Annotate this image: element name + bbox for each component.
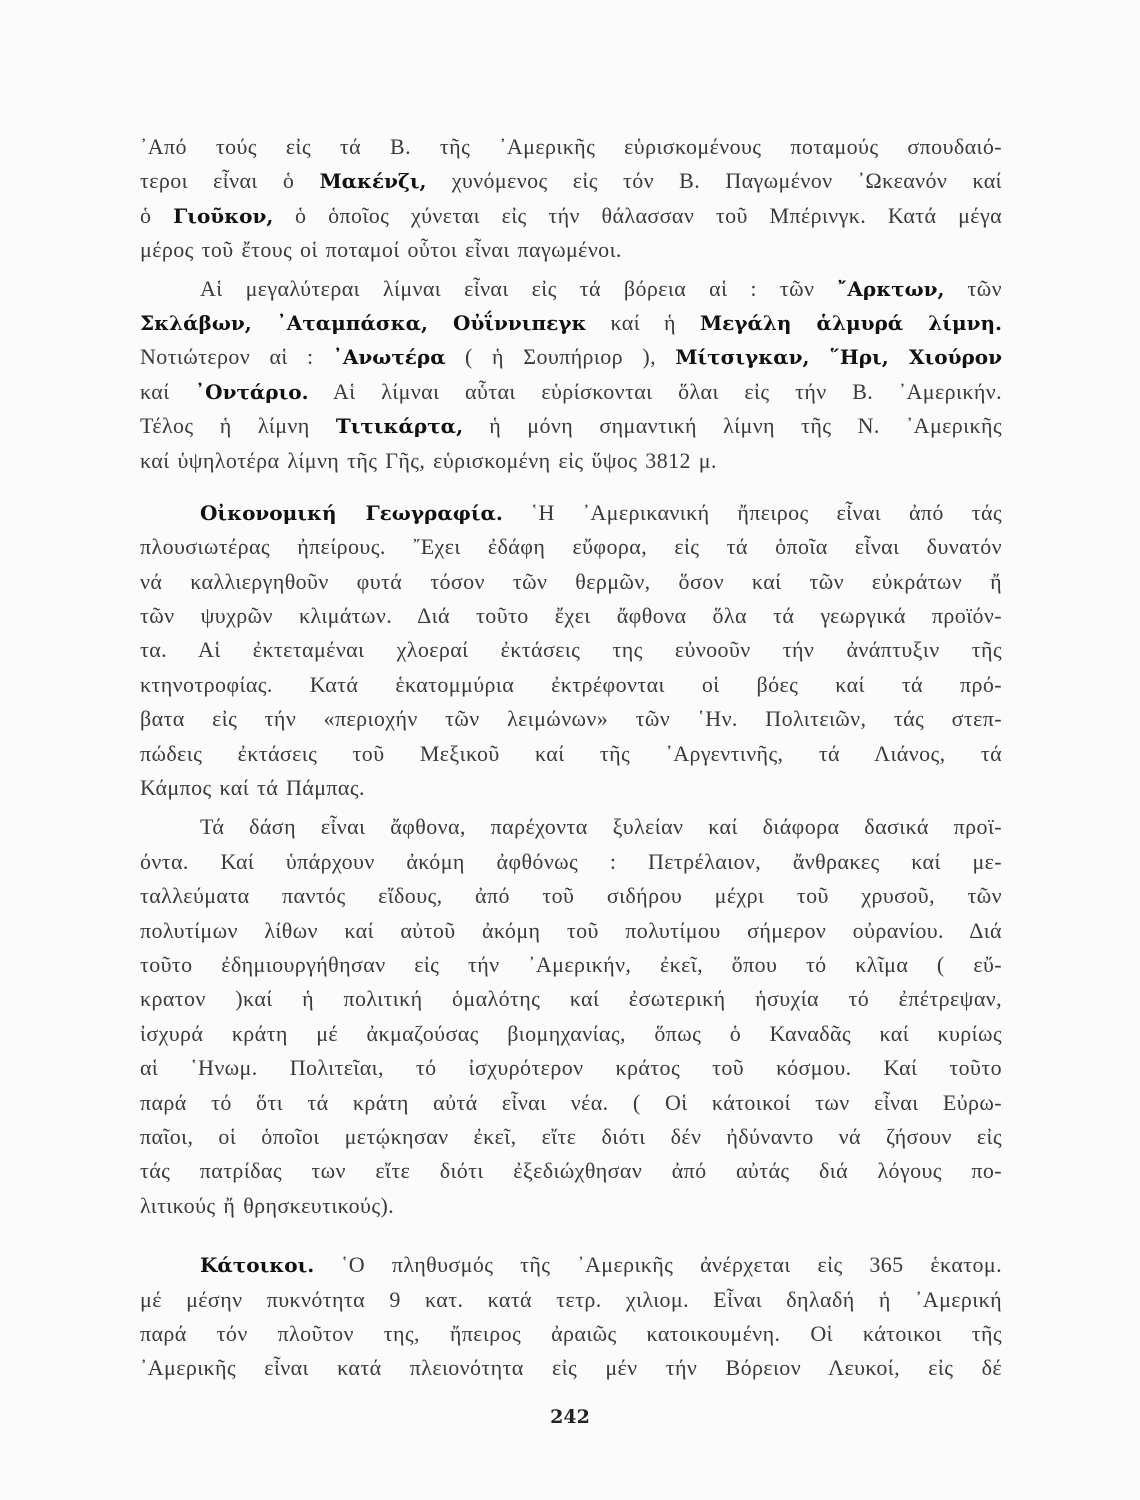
text-line [140,771,1002,805]
bold-term: Μακένζι, [319,169,427,194]
text-line [140,530,1002,564]
bold-term: Οἰκονομική Γεωγραφία. [200,500,503,525]
bold-term: ῎Αρκτων, [837,276,945,301]
text-line [140,409,1002,443]
paragraph [140,130,1002,268]
text-line [140,306,1002,340]
text-segment: τεροι εἶναι ὁ [140,168,320,194]
text-segment: ῾Η ᾿Αμερικανική ἤπειρος εἶναι ἀπό τάς [502,499,1002,525]
text-segment: Αἱ λίμναι αὗται εὑρίσκονται ὅλαι εἰς τήν Β. ᾿Αμερικήν. [308,378,1002,404]
text-line [140,1086,1002,1120]
text-segment: βατα εἰς τήν «περιοχήν τῶν λειμώνων» τῶν ῾Ην. Πολιτειῶν, τάς στεπ- [140,706,1002,732]
text-segment: τα. Αἱ ἐκτεταμέναι χλοεραί ἐκτάσεις της εὐνοοῦν τήν ἀνάπτυξιν τῆς [140,637,1002,663]
text-line [140,1017,1002,1051]
page-body [140,130,1002,1386]
text-segment: όντα. Καί ὑπάρχουν ἀκόμη ἀφθόνως : Πετρέλαιον, ἄνθρακες καί με- [140,848,1002,874]
text-line [140,845,1002,879]
bold-term: Μεγάλη ἁλμυρά λίμνη. [700,310,1002,335]
bold-term: ᾿Οντάριο. [195,379,309,404]
text-line [140,1351,1002,1385]
text-line [140,340,1002,374]
text-segment: Νοτιώτερον αἱ : [140,344,333,370]
paragraph [140,496,1002,806]
bold-term: Μίτσιγκαν, ῞Ηρι, Χιούρον [675,345,1002,370]
paragraph [140,1248,1002,1386]
text-segment: ταλλεύματα παντός εἴδους, ἀπό τοῦ σιδήρου μέχρι τοῦ χρυσοῦ, τῶν [140,883,1002,909]
paragraph [140,272,1002,478]
text-segment: νά καλλιεργηθοῦν φυτά τόσον τῶν θερμῶν, ὅσον καί τῶν εὐκράτων ἤ [140,568,1002,594]
text-segment: τοῦτο ἐδημιουργήθησαν εἰς τήν ᾿Αμερικήν, ἐκεῖ, ὅπου τό κλῖμα ( εὔ- [140,951,1002,977]
text-segment: μέρος τοῦ ἔτους οἱ ποταμοί οὗτοι εἶναι παγωμένοι. [140,237,622,263]
text-line [140,879,1002,913]
text-line [140,1189,1002,1223]
text-segment: τῶν ψυχρῶν κλιμάτων. Διά τοῦτο ἔχει ἄφθονα ὅλα τά γεωργικά προϊόν- [140,603,1002,629]
text-segment: Τά δάση εἶναι ἄφθονα, παρέχοντα ξυλείαν καί διάφορα δασικά προϊ- [200,814,1002,840]
text-segment: ῾Ο πληθυσμός τῆς ᾿Αμερικῆς ἀνέρχεται εἰς 365 ἑκατομ. [314,1252,1002,1278]
text-segment: αἱ ῾Ηνωμ. Πολιτεῖαι, τό ἰσχυρότερον κράτος τοῦ κόσμου. Καί τοῦτο [140,1055,1002,1081]
text-line [140,565,1002,599]
text-segment: κτηνοτροφίας. Κατά ἑκατομμύρια ἐκτρέφονται οἱ βόες καί τά πρό- [140,671,1002,697]
text-segment: παρά τόν πλοῦτον της, ἤπειρος ἀραιῶς κατοικουμένη. Οἱ κάτοικοι τῆς [140,1320,1002,1346]
text-segment: πλουσιωτέρας ἠπείρους. ῎Εχει ἐδάφη εὔφορα, εἰς τά ὁποῖα εἶναι δυνατόν [140,534,1002,560]
text-line [140,1051,1002,1085]
text-line [140,1317,1002,1351]
bold-term: ᾿Ανωτέρα [332,345,446,370]
text-line [140,199,1002,233]
text-line [140,1154,1002,1188]
text-segment: ὁ [140,202,174,228]
text-segment: πώδεις ἐκτάσεις τοῦ Μεξικοῦ καί τῆς ᾿Αργεντινῆς, τά Λιάνος, τά [140,740,1002,766]
text-segment: ὁ ὁποῖος χύνεται εἰς τήν θάλασσαν τοῦ Μπέρινγκ. Κατά μέγα [273,202,1002,228]
text-segment: πολυτίμων λίθων καί αὐτοῦ ἀκόμη τοῦ πολυτίμου σήμερον οὐρανίου. Διά [140,917,1002,943]
bold-term: Γιοῦκον, [173,203,274,228]
text-segment: κρατον )καί ἡ πολιτική ὁμαλότης καί ἐσωτερική ἡσυχία τό ἐπέτρεψαν, [140,986,1002,1012]
text-segment: ᾿Από τούς εἰς τά Β. τῆς ᾿Αμερικῆς εὑρισκομένους ποταμούς σπουδαιό- [140,134,1002,159]
text-segment: ἰσχυρά κράτη μέ ἀκμαζούσας βιομηχανίας, ὅπως ὁ Καναδᾶς καί κυρίως [140,1020,1002,1046]
text-line [140,633,1002,667]
text-line [140,982,1002,1016]
text-line [140,1248,1002,1282]
text-line [140,130,1002,164]
text-line [140,914,1002,948]
text-line [140,599,1002,633]
text-segment: ( ἡ Σουπήριορ ), [445,344,676,370]
text-line [140,1120,1002,1154]
paragraph [140,810,1002,1223]
text-line [140,444,1002,478]
text-segment: καί ὑψηλοτέρα λίμνη τῆς Γῆς, εὑρισκομένη εἰς ὕψος 3812 μ. [140,447,717,473]
text-segment: ἡ μόνη σημαντική λίμνη τῆς Ν. ᾿Αμερικῆς [463,413,1002,439]
text-segment: Κάμπος καί τά Πάμπας. [140,775,365,801]
text-line [140,233,1002,267]
text-segment: Αἱ μεγαλύτεραι λίμναι εἶναι εἰς τά βόρεια αἱ : τῶν [200,275,838,301]
text-segment: ᾿Αμερικῆς εἶναι κατά πλειονότητα εἰς μέν τήν Βόρειον Λευκοί, εἰς δέ [140,1355,1002,1381]
text-segment: λιτικούς ἤ θρησκευτικούς). [140,1192,395,1218]
page-number: 242 [550,1406,590,1428]
bold-term: Τιτικάρτα, [335,414,464,439]
text-line [140,810,1002,844]
text-segment: μέ μέσην πυκνότητα 9 κατ. κατά τετρ. χιλιομ. Εἶναι δηλαδή ἡ ᾿Αμερική [140,1286,1002,1312]
text-segment: τῶν [944,275,1002,301]
text-segment: παῖοι, οἱ ὁποῖοι μετῴκησαν ἐκεῖ, εἴτε διότι δέν ἠδύναντο νά ζήσουν εἰς [140,1123,1002,1149]
text-segment: τάς πατρίδας των εἴτε διότι ἐξεδιώχθησαν ἀπό αὐτάς διά λόγους πο- [140,1158,1002,1184]
text-line [140,948,1002,982]
text-segment: καί [140,378,196,404]
text-segment: Τέλος ἡ λίμνη [140,413,336,439]
text-line [140,272,1002,306]
bold-term: Κάτοικοι. [200,1253,315,1278]
text-line [140,1283,1002,1317]
text-segment: χυνόμενος εἰς τόν Β. Παγωμένον ᾿Ωκεανόν καί [426,168,1002,194]
bold-term: Σκλάβων, ᾿Αταμπάσκα, Οὐΐννιπεγκ [140,310,587,335]
text-line [140,375,1002,409]
text-line [140,164,1002,198]
text-segment: καί ἡ [586,309,700,335]
text-line [140,496,1002,530]
text-line [140,737,1002,771]
text-segment: παρά τό ὅτι τά κράτη αὐτά εἶναι νέα. ( Οἱ κάτοικοί των εἶναι Εὐρω- [140,1089,1002,1115]
text-line [140,668,1002,702]
text-line [140,702,1002,736]
